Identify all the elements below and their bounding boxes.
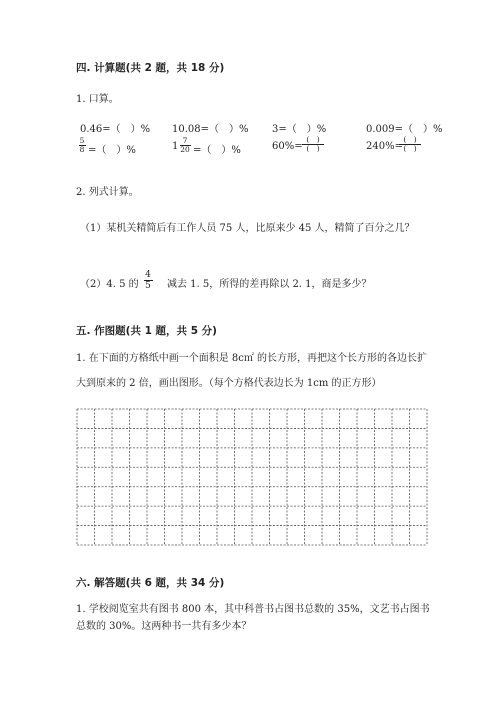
drawing-question-line-1: 1. 在下面的方格纸中画一个面积是 8c㎡ 的长方形，再把这个长方形的各边长扩 — [76, 353, 428, 364]
question-2-1: （1）某机关精简后有工作人员 75 人，比原来少 45 人，精简了百分之几？ — [80, 223, 415, 234]
graph-paper-grid[interactable] — [76, 408, 428, 546]
answer-question-1-line-2: 总数的 30%。这两种书一共有多少本？ — [76, 621, 252, 632]
question-2-2-pre: （2）4. 5 的 — [80, 279, 139, 290]
oral-item-7-pre: 60%= — [272, 141, 303, 152]
oral-item-1: 0.46=（ ）% — [80, 124, 151, 135]
oral-item-8-pre: 240%= — [366, 141, 403, 152]
fraction-numerator: 4 — [145, 270, 151, 280]
fraction-numerator: 5 — [79, 136, 85, 145]
fraction-denominator: ( ) — [403, 144, 417, 153]
oral-item-3: 3=（ ）% — [272, 124, 327, 135]
drawing-question-line-2: 大到原来的 2 倍，画出图形。（每个方格代表边长为 1cm 的正方形） — [76, 378, 382, 389]
oral-calc-label: 1. 口算。 — [76, 94, 119, 105]
oral-item-4: 0.009=（ ）% — [366, 124, 443, 135]
section-4-title: 四. 计算题(共 2 题，共 18 分) — [76, 62, 225, 74]
written-calc-label: 2. 列式计算。 — [76, 187, 139, 198]
fraction-numerator: ( ) — [306, 135, 320, 144]
section-6-title: 六. 解答题(共 6 题，共 34 分) — [76, 577, 225, 589]
fraction-denominator: 8 — [79, 145, 85, 154]
oral-item-2: 10.08=（ ）% — [172, 124, 249, 135]
fraction-numerator: ( ) — [403, 135, 417, 144]
answer-question-1-line-1: 1. 学校阅览室共有图书 800 本，其中科普书占图书总数的 35%，文艺书占图书 — [76, 604, 430, 615]
oral-item-6-rest: =（ ）% — [193, 145, 241, 156]
fraction-denominator: ( ) — [306, 144, 320, 153]
section-5-title: 五. 作图题(共 1 题，共 5 分) — [76, 325, 217, 337]
mixed-whole: 1 — [172, 141, 179, 152]
fraction-denominator: 20 — [180, 145, 190, 154]
question-2-2-post: 减去 1. 5，所得的差再除以 2. 1，商是多少？ — [167, 279, 372, 290]
fraction-numerator: 7 — [182, 136, 188, 145]
oral-item-5-rest: =（ ）% — [88, 145, 136, 156]
fraction-denominator: 5 — [145, 281, 151, 291]
